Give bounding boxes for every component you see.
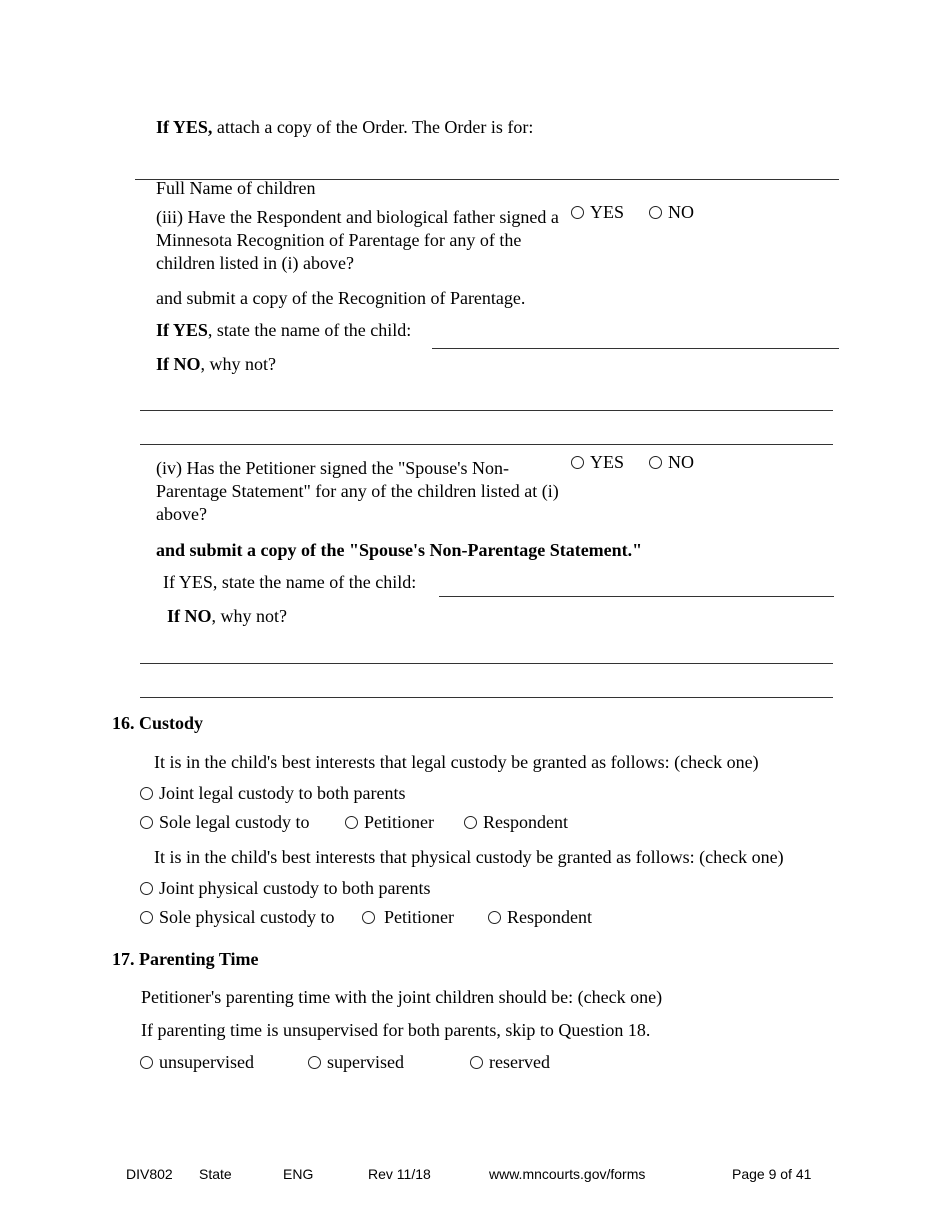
reserved-label: reserved [489, 1052, 550, 1072]
sole-legal-petitioner-label: Petitioner [364, 812, 434, 832]
q4-if-yes: If YES, state the name of the child: [163, 572, 417, 592]
q4-child-name-line[interactable] [439, 596, 834, 597]
unsupervised-radio[interactable] [140, 1056, 153, 1069]
sole-legal-respondent-radio[interactable] [464, 816, 477, 829]
parenting-heading: 17. Parenting Time [112, 949, 259, 969]
q4-yes-radio[interactable] [571, 456, 584, 469]
full-name-label: Full Name of children [156, 178, 316, 198]
sole-legal-respondent-label: Respondent [483, 812, 568, 832]
joint-physical-option[interactable] [140, 877, 430, 900]
q3-why-not-line-1[interactable] [140, 410, 833, 411]
sole-physical-radio[interactable] [140, 911, 153, 924]
supervised-radio[interactable] [308, 1056, 321, 1069]
q4-if-no: If NO, why not? [167, 606, 287, 626]
joint-legal-label: Joint legal custody to both parents [159, 783, 406, 803]
legal-custody-intro: It is in the child's best interests that legal custody be granted as follows: (check one) [154, 752, 759, 772]
footer-url[interactable]: www.mncourts.gov/forms [489, 1166, 646, 1182]
q3-if-no: If NO, why not? [156, 354, 276, 374]
sole-legal-petitioner-radio[interactable] [345, 816, 358, 829]
q4-submit-note: and submit a copy of the "Spouse's Non-Parentage Statement." [156, 540, 643, 560]
joint-physical-label: Joint physical custody to both parents [159, 878, 431, 898]
physical-custody-intro: It is in the child's best interests that physical custody be granted as follows: (check one) [154, 847, 784, 867]
sole-physical-respondent-radio[interactable] [488, 911, 501, 924]
sole-physical-respondent-label: Respondent [507, 907, 592, 927]
footer-form-id: DIV802 [126, 1166, 173, 1182]
q4-no-label: NO [668, 452, 694, 472]
sole-physical-label: Sole physical custody to [159, 907, 335, 927]
q4-why-not-line-1[interactable] [140, 663, 833, 664]
footer-rev: Rev 11/18 [368, 1166, 431, 1182]
q3-yes-radio[interactable] [571, 206, 584, 219]
parenting-skip-note: If parenting time is unsupervised for both parents, skip to Question 18. [141, 1020, 651, 1040]
joint-physical-radio[interactable] [140, 882, 153, 895]
order-instruction: If YES, attach a copy of the Order. The Order is for: [156, 117, 534, 137]
q4-question: (iv) Has the Petitioner signed the "Spouse's Non-Parentage Statement" for any of the children listed at (i) above? [156, 458, 559, 524]
q3-why-not-line-2[interactable] [140, 444, 833, 445]
sole-legal-respondent-option[interactable] [464, 811, 568, 834]
footer-lang: ENG [283, 1166, 314, 1182]
sole-physical-respondent-option[interactable] [488, 906, 592, 929]
footer-page: Page 9 of 41 [732, 1166, 812, 1182]
q3-child-name-line[interactable] [432, 348, 839, 349]
q3-no-label: NO [668, 202, 694, 222]
supervised-option[interactable] [308, 1051, 404, 1074]
custody-heading: 16. Custody [112, 713, 204, 733]
q4-yes-label: YES [590, 452, 625, 472]
q4-yes-option[interactable] [571, 451, 624, 474]
reserved-option[interactable] [470, 1051, 550, 1074]
sole-legal-option[interactable] [140, 811, 309, 834]
sole-legal-label: Sole legal custody to [159, 812, 310, 832]
sole-physical-petitioner-label: Petitioner [384, 907, 454, 927]
q3-no-option[interactable] [649, 201, 694, 224]
sole-legal-petitioner-option[interactable] [345, 811, 434, 834]
q3-if-yes: If YES, state the name of the child: [156, 320, 412, 340]
q4-no-option[interactable] [649, 451, 694, 474]
q3-yes-label: YES [590, 202, 625, 222]
parenting-intro: Petitioner's parenting time with the joint children should be: (check one) [141, 987, 663, 1007]
q3-no-radio[interactable] [649, 206, 662, 219]
joint-legal-option[interactable] [140, 782, 405, 805]
supervised-label: supervised [327, 1052, 404, 1072]
reserved-radio[interactable] [470, 1056, 483, 1069]
unsupervised-label: unsupervised [159, 1052, 254, 1072]
q3-yes-option[interactable] [571, 201, 624, 224]
q4-why-not-line-2[interactable] [140, 697, 833, 698]
joint-legal-radio[interactable] [140, 787, 153, 800]
sole-physical-petitioner-option[interactable] [362, 906, 454, 929]
q3-submit-note: and submit a copy of the Recognition of Parentage. [156, 288, 526, 308]
q3-question: (iii) Have the Respondent and biological father signed a Minnesota Recognition of Parentage for any of the children listed in (i) above? [156, 207, 559, 273]
unsupervised-option[interactable] [140, 1051, 254, 1074]
sole-physical-option[interactable] [140, 906, 334, 929]
footer-state: State [199, 1166, 232, 1182]
q4-no-radio[interactable] [649, 456, 662, 469]
sole-legal-radio[interactable] [140, 816, 153, 829]
sole-physical-petitioner-radio[interactable] [362, 911, 375, 924]
